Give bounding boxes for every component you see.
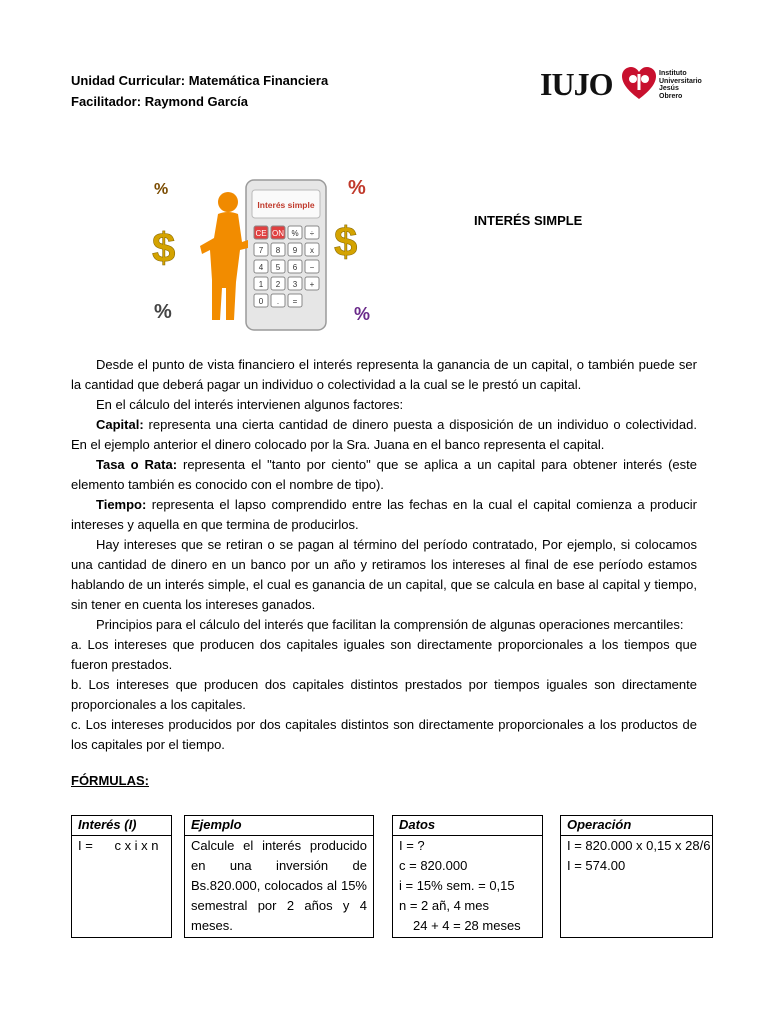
ejemplo-text: Calcule el interés producido en una inversión de Bs.820.000, colocados al 15% semestral por 2 años y 4 meses. [191, 838, 367, 933]
unidad-label: Unidad Curricular: [71, 73, 186, 88]
paragraph: Desde el punto de vista financiero el interés representa la ganancia de un capital, o también puede ser la cantidad que deberá pagar un individuo o colectividad a la cual se le prestó un capital. [71, 357, 697, 392]
datos-line: I = ? [399, 838, 425, 853]
term-text: representa el lapso comprendido entre las fechas en la cual el capital comienza a producir intereses y aquella en que termina de producirlos. [71, 497, 697, 532]
calculator-key-label: % [291, 229, 299, 238]
term-label: Tasa o Rata: [96, 457, 178, 472]
term-label: Tiempo: [96, 497, 147, 512]
percent-symbol-icon: % [154, 181, 169, 198]
figure-head [218, 192, 238, 212]
tiempo-definition [71, 495, 697, 535]
calculator-key-label: 6 [292, 263, 298, 272]
unidad-value: Matemática Financiera [188, 73, 329, 88]
box-header: Datos [393, 816, 542, 836]
percent-symbol-icon: % [154, 301, 172, 323]
calculator-key-label: 2 [275, 280, 281, 289]
box-header: Operación [561, 816, 712, 836]
principle-item: c. Los intereses producidos por dos capitales distintos son directamente proporcionales a los productos de los capitales por el tiempo. [71, 717, 697, 752]
body-text [71, 355, 697, 755]
calculator-key-label: CE [255, 229, 267, 238]
percent-symbol-icon: % [354, 304, 371, 324]
calculator-key-label: 3 [292, 280, 298, 289]
term-label: Capital: [96, 417, 144, 432]
box-header: Interés (I) [72, 816, 171, 836]
term-text: representa el "tanto por ciento" que se aplica a un capital para obtener interés (este elemento también es conocido con el nombre de tipo). [71, 457, 697, 492]
facilitador-line [71, 91, 248, 113]
datos-box [392, 815, 543, 938]
operacion-line: I = 574.00 [567, 858, 626, 873]
calculator-key-label: 9 [292, 246, 298, 255]
calculator-key-label: x [310, 246, 314, 255]
calculator-key-label: + [309, 280, 315, 289]
datos-list [393, 836, 542, 936]
box-header: Ejemplo [185, 816, 373, 836]
operacion-list [561, 836, 712, 876]
calculator-key-label: ON [272, 229, 284, 238]
calculator-key-label: 1 [258, 280, 264, 289]
ejemplo-box [184, 815, 374, 938]
unidad-curricular-line [71, 70, 328, 92]
logo-line: Instituto [659, 70, 687, 77]
dollar-symbol-icon: $ [152, 224, 176, 271]
principle-item: b. Los intereses que producen dos capitales distintos prestados por tiempos iguales son directamente proporcionales a los capitales. [71, 677, 697, 712]
logo-line: Obrero [659, 92, 683, 100]
logo-line: Jesús [659, 85, 679, 92]
calculator-key-label: . [276, 297, 280, 306]
datos-line: 24 + 4 = 28 meses [413, 918, 521, 933]
paragraph: Hay intereses que se retiran o se pagan al término del período contratado, Por ejemplo, si colocamos una cantidad de dinero en un banco por un año y retiramos los intereses al final de ese período estamos hablando de un interés simple, el cual es ganancia de un capital, que se calcula en base al capital y tiempo, sin tener en cuenta los intereses ganados. [71, 537, 697, 612]
calculator-screen-label: Interés simple [257, 200, 315, 210]
formula-left: I = [78, 838, 93, 853]
calculator-key-label: ÷ [309, 229, 315, 238]
term-text: representa una cierta cantidad de dinero puesta a disposición de un individuo o colectividad. En el ejemplo anterior el dinero colocado por la Sra. Juana en el banco representa el capital. [71, 417, 697, 452]
calculator-key-label: 8 [275, 246, 281, 255]
interes-formula [72, 836, 171, 856]
formulas-heading: FÓRMULAS: [71, 773, 149, 788]
calculator-key-label: − [309, 263, 315, 272]
calculator-key-label: 5 [275, 263, 281, 272]
facilitador-value: Raymond García [144, 94, 249, 109]
tasa-definition [71, 455, 697, 495]
capital-definition [71, 415, 697, 455]
percent-symbol-icon: % [348, 177, 366, 199]
calculator-key-label: 7 [258, 246, 264, 255]
principle-item: a. Los intereses que producen dos capitales iguales son directamente proporcionales a los tiempos que fueron prestados. [71, 637, 697, 672]
calculator-key-label: 0 [258, 297, 264, 306]
operacion-line: I = 820.000 x 0,15 x 28/6 [567, 838, 711, 853]
logo-text: IUJO [540, 66, 613, 102]
datos-line: c = 820.000 [399, 858, 468, 873]
facilitador-label: Facilitador: [71, 94, 142, 109]
formula-right: c x i x n [114, 838, 159, 853]
datos-line: i = 15% sem. = 0,15 [399, 878, 515, 893]
iujo-logo [540, 64, 700, 104]
interes-box [71, 815, 172, 938]
dollar-symbol-icon: $ [334, 218, 358, 265]
logo-institution-name [659, 70, 702, 100]
paragraph: En el cálculo del interés intervienen algunos factores: [96, 397, 404, 412]
paragraph: Principios para el cálculo del interés que facilitan la comprensión de algunas operaciones mercantiles: [96, 617, 684, 632]
figure-body [200, 212, 248, 320]
heart-emblem-icon [621, 66, 657, 102]
page-title: INTERÉS SIMPLE [474, 213, 583, 228]
operacion-box [560, 815, 713, 938]
calculator-key-label: 4 [258, 263, 264, 272]
logo-line: Universitario [659, 77, 702, 85]
datos-line: n = 2 añ, 4 mes [399, 898, 489, 913]
calculator-key-label: = [292, 297, 298, 306]
interes-simple-illustration [150, 170, 380, 335]
